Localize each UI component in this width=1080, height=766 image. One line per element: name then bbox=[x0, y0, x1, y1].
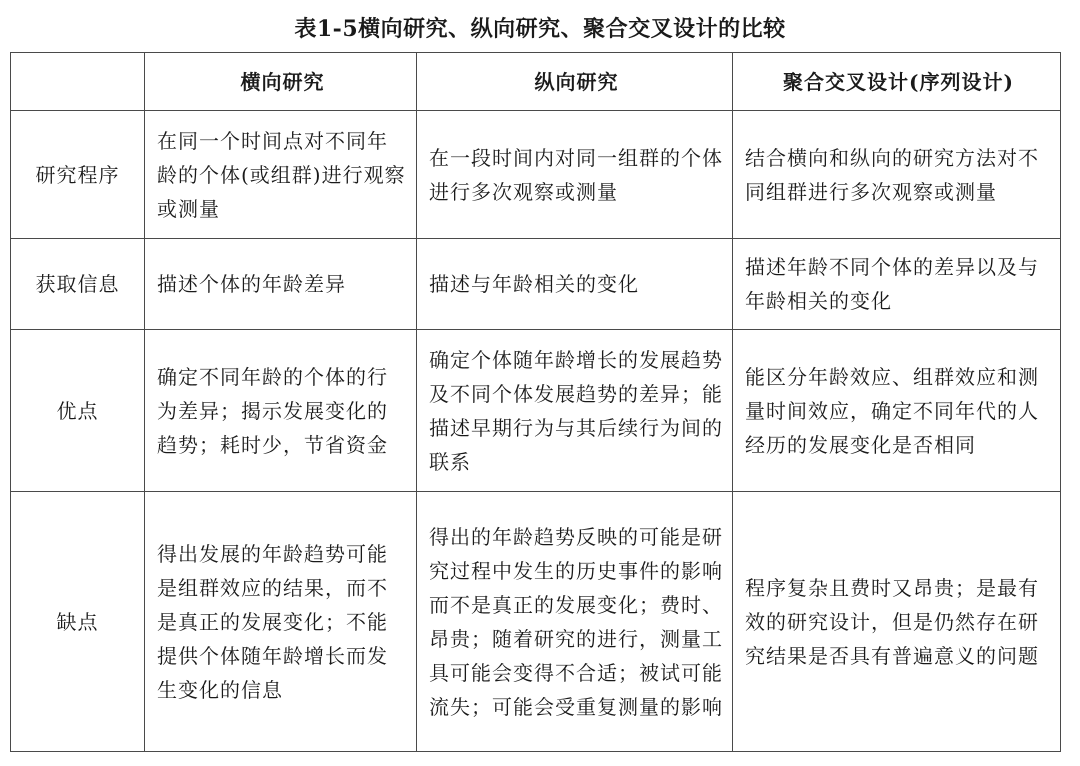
header-corner-cell bbox=[11, 53, 145, 111]
row-label: 获取信息 bbox=[11, 239, 145, 330]
table-cell bbox=[733, 111, 1061, 239]
header-cross-sectional: 横向研究 bbox=[145, 53, 417, 111]
cell-text: 确定不同年龄的个体的行为差异；揭示发展变化的趋势；耗时少，节省资金 bbox=[157, 364, 388, 457]
cell-text: 得出的年龄趋势反映的可能是研究过程中发生的历史事件的影响而不是真正的发展变化；费时、昂贵；随着研究的进行，测量工具可能会变得不合适；被试可能流失；可能会受重复测量的影响 bbox=[429, 524, 723, 719]
table-row-advantages bbox=[11, 330, 1061, 492]
table-header-row bbox=[11, 53, 1061, 111]
table-title: 表1-5横向研究、纵向研究、聚合交叉设计的比较 bbox=[294, 16, 786, 42]
table-cell bbox=[733, 492, 1061, 752]
cell-text: 程序复杂且费时又昂贵；是最有效的研究设计，但是仍然存在研究结果是否具有普遍意义的问题 bbox=[745, 575, 1039, 668]
table-cell bbox=[733, 239, 1061, 330]
table-cell bbox=[417, 330, 733, 492]
table-row-procedure bbox=[11, 111, 1061, 239]
table-row-information bbox=[11, 239, 1061, 330]
header-sequential-design: 聚合交叉设计(序列设计) bbox=[733, 53, 1061, 111]
cell-text: 在一段时间内对同一组群的个体进行多次观察或测量 bbox=[429, 145, 723, 204]
comparison-table bbox=[10, 52, 1061, 752]
table-cell bbox=[145, 239, 417, 330]
table-cell bbox=[145, 111, 417, 239]
cell-text: 结合横向和纵向的研究方法对不同组群进行多次观察或测量 bbox=[745, 145, 1039, 204]
row-label: 研究程序 bbox=[11, 111, 145, 239]
cell-text: 能区分年龄效应、组群效应和测量时间效应，确定不同年代的人经历的发展变化是否相同 bbox=[745, 364, 1039, 457]
cell-text: 在同一个时间点对不同年龄的个体(或组群)进行观察或测量 bbox=[157, 128, 406, 221]
row-label: 优点 bbox=[11, 330, 145, 492]
table-cell bbox=[417, 111, 733, 239]
cell-text: 得出发展的年龄趋势可能是组群效应的结果，而不是真正的发展变化；不能提供个体随年龄增长而发生变化的信息 bbox=[157, 541, 388, 702]
table-cell bbox=[145, 330, 417, 492]
cell-text: 描述个体的年龄差异 bbox=[157, 272, 346, 296]
cell-text: 描述与年龄相关的变化 bbox=[429, 272, 639, 296]
table-cell bbox=[417, 239, 733, 330]
table-row-disadvantages bbox=[11, 492, 1061, 752]
table-cell bbox=[145, 492, 417, 752]
table-cell bbox=[733, 330, 1061, 492]
header-longitudinal: 纵向研究 bbox=[417, 53, 733, 111]
cell-text: 确定个体随年龄增长的发展趋势及不同个体发展趋势的差异；能描述早期行为与其后续行为间的联系 bbox=[429, 347, 723, 474]
cell-text: 描述年龄不同个体的差异以及与年龄相关的变化 bbox=[745, 255, 1039, 313]
table-cell bbox=[417, 492, 733, 752]
row-label: 缺点 bbox=[11, 492, 145, 752]
